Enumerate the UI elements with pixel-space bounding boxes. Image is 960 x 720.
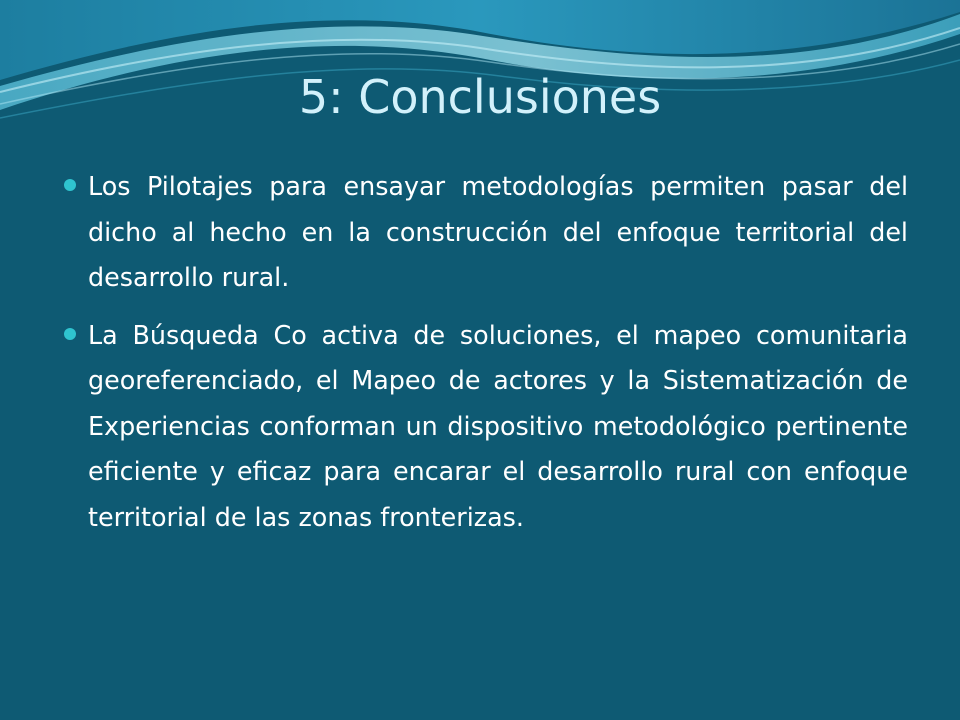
bullet-item [60,313,908,541]
bullet-icon [64,328,76,340]
bullet-list [60,164,908,552]
bullet-text: Los Pilotajes para ensayar metodologías permiten pasar del dicho al hecho en la construcción del enfoque territorial del desarrollo rural. [88,171,908,292]
bullet-icon [64,179,76,191]
bullet-text: La Búsqueda Co activa de soluciones, el mapeo comunitaria georeferenciado, el Mapeo de actores y la Sistematización de Experiencias conforman un dispositivo metodológico pertinente eficiente y eficaz para encarar el desarrollo rural con enfoque territorial de las zonas fronterizas. [88,319,908,532]
slide-title: 5: Conclusiones [298,70,662,124]
bullet-item [60,164,908,301]
